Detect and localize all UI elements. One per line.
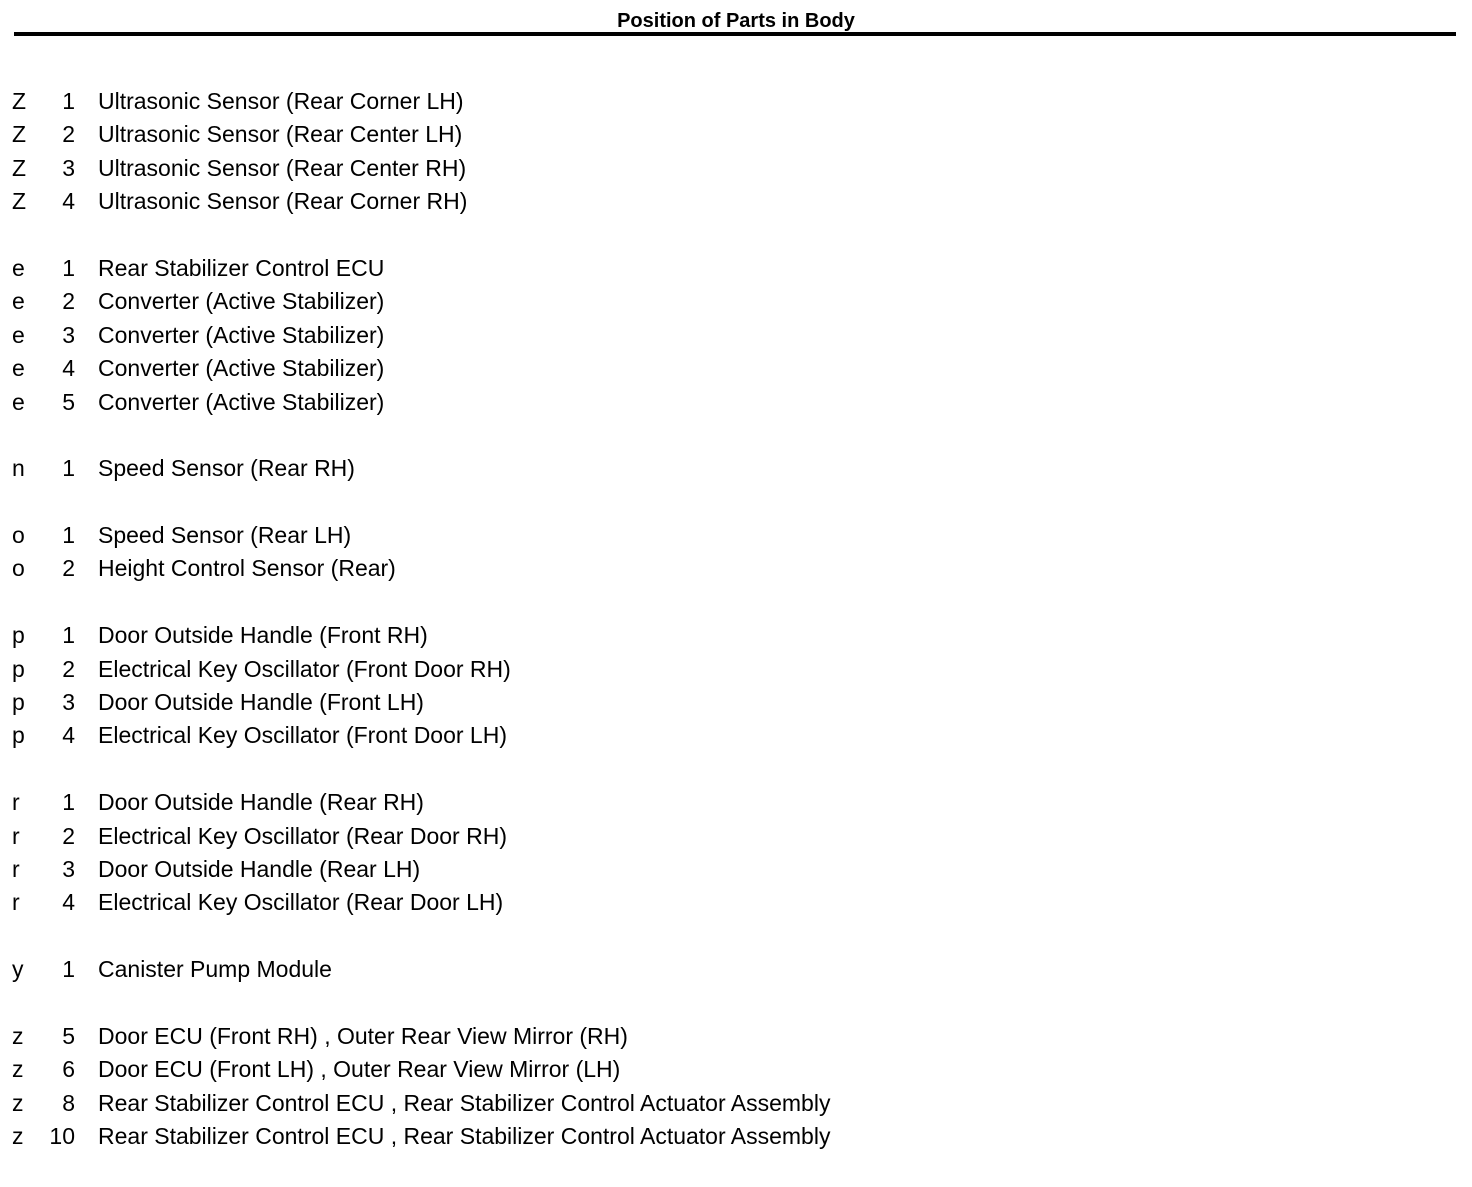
part-number: 4 (62, 188, 75, 215)
part-location-code: o (12, 522, 25, 549)
part-location-code: r (12, 789, 20, 816)
part-location-code: p (12, 722, 25, 749)
part-description: Canister Pump Module (98, 956, 332, 983)
part-row (0, 786, 1472, 819)
part-number: 2 (62, 655, 75, 682)
part-description: Electrical Key Oscillator (Front Door LH) (98, 722, 507, 749)
part-number: 1 (62, 789, 75, 816)
page-title: Position of Parts in Body (617, 10, 855, 32)
part-row (0, 185, 1472, 218)
part-location-code: n (12, 455, 25, 482)
part-number: 1 (62, 88, 75, 114)
part-location-code: e (12, 355, 25, 382)
part-row (0, 853, 1472, 886)
part-description: Ultrasonic Sensor (Rear Corner RH) (98, 188, 468, 215)
part-number: 3 (62, 689, 75, 716)
part-row (0, 1120, 1472, 1153)
part-location-code: Z (12, 154, 27, 181)
part-number: 4 (62, 355, 75, 382)
parts-group (0, 452, 1472, 485)
part-description: Door Outside Handle (Front RH) (98, 622, 428, 649)
part-description: Ultrasonic Sensor (Rear Center RH) (98, 154, 467, 181)
part-location-code: z (12, 1022, 24, 1049)
part-location-code: r (12, 855, 20, 882)
part-location-code: Z (12, 88, 27, 114)
parts-group (0, 1020, 1472, 1154)
part-description: Converter (Active Stabilizer) (98, 355, 385, 382)
part-description: Converter (Active Stabilizer) (98, 288, 385, 315)
part-number: 2 (62, 555, 75, 582)
part-location-code: e (12, 388, 25, 415)
part-row (0, 352, 1472, 385)
part-location-code: p (12, 655, 25, 682)
part-number: 10 (49, 1123, 75, 1150)
part-description: Door Outside Handle (Rear RH) (98, 789, 424, 816)
part-number: 3 (62, 154, 75, 181)
part-row (0, 552, 1472, 585)
part-description: Ultrasonic Sensor (Rear Corner LH) (98, 88, 464, 114)
parts-group (0, 953, 1472, 986)
part-number: 1 (62, 455, 75, 482)
part-row (0, 252, 1472, 285)
part-row (0, 619, 1472, 652)
part-location-code: z (12, 1123, 24, 1150)
part-description: Door Outside Handle (Front LH) (98, 689, 424, 716)
part-description: Door ECU (Front LH) , Outer Rear View Mirror (LH) (98, 1056, 621, 1083)
part-description: Height Control Sensor (Rear) (98, 555, 396, 582)
part-row (0, 319, 1472, 352)
part-description: Electrical Key Oscillator (Front Door RH) (98, 655, 511, 682)
part-location-code: p (12, 622, 25, 649)
part-description: Ultrasonic Sensor (Rear Center LH) (98, 121, 463, 148)
part-row (0, 820, 1472, 853)
part-description: Rear Stabilizer Control ECU , Rear Stabilizer Control Actuator Assembly (98, 1089, 831, 1116)
parts-group (0, 519, 1472, 586)
part-description: Door ECU (Front RH) , Outer Rear View Mirror (RH) (98, 1022, 628, 1049)
parts-list (0, 85, 1472, 1187)
part-row (0, 886, 1472, 919)
part-description: Converter (Active Stabilizer) (98, 388, 385, 415)
part-number: 2 (62, 121, 75, 148)
part-location-code: e (12, 288, 25, 315)
part-description: Electrical Key Oscillator (Rear Door LH) (98, 889, 504, 916)
part-number: 6 (62, 1056, 75, 1083)
part-description: Speed Sensor (Rear RH) (98, 455, 355, 482)
part-row (0, 118, 1472, 151)
part-location-code: Z (12, 188, 27, 215)
parts-group (0, 85, 1472, 219)
title-divider (14, 32, 1456, 36)
part-location-code: y (12, 956, 24, 983)
part-location-code: r (12, 889, 20, 916)
part-description: Electrical Key Oscillator (Rear Door RH) (98, 822, 507, 849)
part-row (0, 719, 1472, 752)
part-number: 1 (62, 254, 75, 281)
part-number: 2 (62, 822, 75, 849)
part-location-code: e (12, 254, 25, 281)
part-description: Speed Sensor (Rear LH) (98, 522, 352, 549)
part-row (0, 519, 1472, 552)
part-row (0, 285, 1472, 318)
part-row (0, 1020, 1472, 1053)
part-number: 1 (62, 622, 75, 649)
part-location-code: Z (12, 121, 27, 148)
part-number: 5 (62, 1022, 75, 1049)
part-row (0, 953, 1472, 986)
part-number: 4 (62, 889, 75, 916)
part-location-code: o (12, 555, 25, 582)
part-row (0, 686, 1472, 719)
part-row (0, 85, 1472, 118)
part-location-code: e (12, 321, 25, 348)
parts-group (0, 252, 1472, 419)
part-description: Converter (Active Stabilizer) (98, 321, 385, 348)
parts-group (0, 619, 1472, 753)
part-description: Door Outside Handle (Rear LH) (98, 855, 421, 882)
part-number: 1 (62, 956, 75, 983)
part-number: 8 (62, 1089, 75, 1116)
parts-group (0, 786, 1472, 920)
part-description: Rear Stabilizer Control ECU (98, 254, 385, 281)
part-number: 5 (62, 388, 75, 415)
part-number: 1 (62, 522, 75, 549)
part-number: 2 (62, 288, 75, 315)
part-number: 3 (62, 855, 75, 882)
part-location-code: p (12, 689, 25, 716)
part-row (0, 1087, 1472, 1120)
part-location-code: r (12, 822, 20, 849)
part-location-code: z (12, 1056, 24, 1083)
part-number: 4 (62, 722, 75, 749)
part-row (0, 386, 1472, 419)
part-number: 3 (62, 321, 75, 348)
part-row (0, 452, 1472, 485)
part-description: Rear Stabilizer Control ECU , Rear Stabilizer Control Actuator Assembly (98, 1123, 831, 1150)
part-row (0, 152, 1472, 185)
part-row (0, 1053, 1472, 1086)
part-location-code: z (12, 1089, 24, 1116)
part-row (0, 653, 1472, 686)
